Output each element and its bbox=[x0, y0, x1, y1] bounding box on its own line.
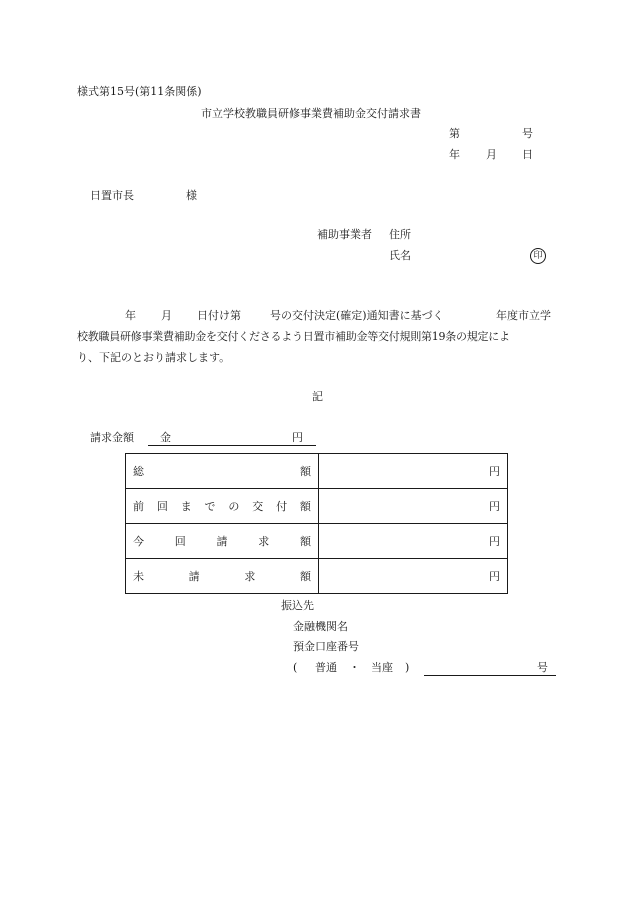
table-row bbox=[126, 524, 508, 559]
row-label-current: 今 回 請 求 額 bbox=[126, 524, 319, 559]
table-row bbox=[126, 489, 508, 524]
separator-dot: ・ bbox=[349, 661, 360, 674]
bank-name-label: 金融機関名 bbox=[293, 620, 348, 633]
row-value-current: 円 bbox=[319, 524, 508, 559]
date-month: 月 bbox=[486, 148, 497, 161]
account-number-line bbox=[424, 662, 556, 676]
amount-table bbox=[125, 453, 508, 594]
body-date: 日付け第 bbox=[197, 309, 241, 322]
row-label-previous: 前 回 ま で の 交 付 額 bbox=[126, 489, 319, 524]
date-year: 年 bbox=[449, 148, 460, 161]
table-row bbox=[126, 454, 508, 489]
row-value-previous: 円 bbox=[319, 489, 508, 524]
row-label-unrequested: 未 請 求 額 bbox=[126, 559, 319, 594]
doc-number-prefix: 第 bbox=[449, 127, 460, 140]
body-fiscal-year: 年度市立学 bbox=[496, 309, 551, 322]
row-value-unrequested: 円 bbox=[319, 559, 508, 594]
row-value-total: 円 bbox=[319, 454, 508, 489]
body-line-2: 校教職員研修事業費補助金を交付くださるよう日置市補助金等交付規則第19条の規定によ bbox=[77, 330, 510, 343]
open-paren: ( bbox=[293, 661, 298, 674]
form-number: 様式第15号(第11条関係) bbox=[77, 85, 202, 98]
body-year: 年 bbox=[125, 309, 136, 322]
document-title: 市立学校教職員研修事業費補助金交付請求書 bbox=[201, 107, 421, 120]
applicant-name-label: 氏名 bbox=[389, 249, 411, 262]
request-amount-field bbox=[148, 432, 316, 446]
ki-heading: 記 bbox=[312, 390, 323, 403]
account-type-ordinary: 普通 bbox=[315, 661, 337, 674]
doc-number-suffix: 号 bbox=[522, 127, 533, 140]
body-notice: 号の交付決定(確定)通知書に基づく bbox=[270, 309, 444, 322]
body-line-3: り、下記のとおり請求します。 bbox=[77, 351, 231, 364]
request-amount-label: 請求金額 bbox=[90, 431, 134, 444]
date-day: 日 bbox=[522, 148, 533, 161]
yen-suffix: 円 bbox=[292, 431, 303, 444]
addressee-honorific: 様 bbox=[186, 189, 197, 202]
applicant-address-label: 住所 bbox=[389, 228, 411, 241]
transfer-heading: 振込先 bbox=[281, 599, 314, 612]
close-paren: ) bbox=[405, 661, 410, 674]
applicant-role: 補助事業者 bbox=[317, 228, 372, 241]
seal-mark: 印 bbox=[530, 248, 546, 264]
account-type-current: 当座 bbox=[371, 661, 393, 674]
kin-prefix: 金 bbox=[160, 431, 171, 444]
row-label-total: 総 額 bbox=[126, 454, 319, 489]
body-month: 月 bbox=[161, 309, 172, 322]
addressee-name: 日置市長 bbox=[90, 189, 134, 202]
table-row bbox=[126, 559, 508, 594]
account-number-label: 預金口座番号 bbox=[293, 640, 359, 653]
account-number-suffix: 号 bbox=[537, 661, 548, 674]
